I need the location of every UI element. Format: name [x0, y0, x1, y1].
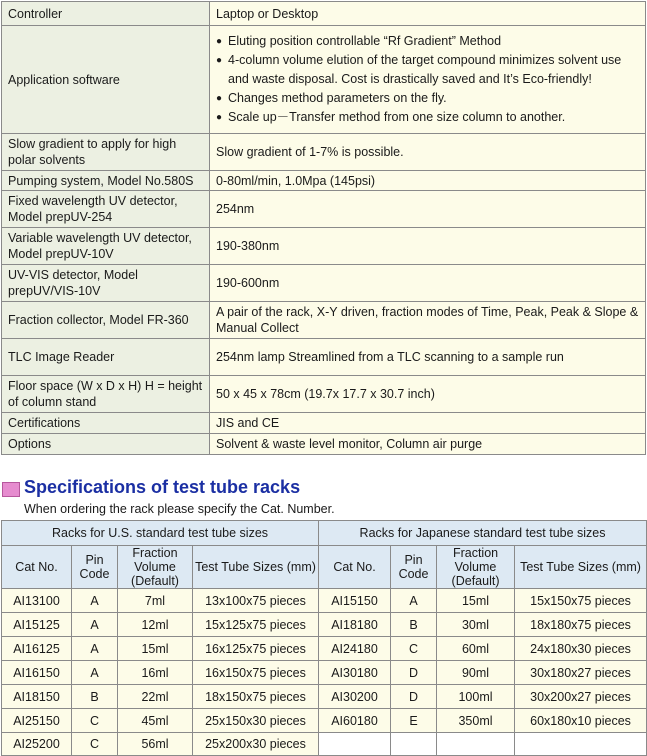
spec-label: Fraction collector, Model FR-360: [2, 302, 210, 339]
section-header: [0, 476, 647, 500]
spec-row: [2, 228, 646, 265]
spec-value: A pair of the rack, X-Y driven, fraction modes of Time, Peak, Peak & Slope & Manual Collect: [210, 302, 646, 339]
feature-text: Scale up－Transfer method from one size column to another.: [228, 110, 566, 124]
spec-label: Variable wavelength UV detector, Model prepUV-10V: [2, 228, 210, 265]
feature-item: [216, 108, 639, 127]
spec-row: [2, 434, 646, 455]
table-cell: AI15150: [319, 589, 391, 613]
spec-value: 50 x 45 x 78cm (19.7x 17.7 x 30.7 inch): [210, 376, 646, 413]
spec-value: 254nm lamp Streamlined from a TLC scanning to a sample run: [210, 339, 646, 376]
spec-label: Floor space (W x D x H) H = height of column stand: [2, 376, 210, 413]
table-cell: 15ml: [118, 637, 193, 661]
spec-label: TLC Image Reader: [2, 339, 210, 376]
table-cell: AI30180: [319, 661, 391, 685]
spec-row: [2, 26, 646, 134]
column-header: Cat No.: [2, 546, 72, 589]
spec-value: Laptop or Desktop: [210, 2, 646, 26]
table-cell: A: [72, 637, 118, 661]
table-cell: A: [72, 589, 118, 613]
feature-text: Changes method parameters on the fly.: [228, 91, 447, 105]
bullet-icon: ●: [216, 112, 223, 123]
pink-square-icon: [2, 482, 20, 497]
table-cell: AI16125: [2, 637, 72, 661]
table-row: [2, 613, 647, 637]
table-cell: 24x180x30 pieces: [515, 637, 647, 661]
table-cell: [515, 733, 647, 756]
table-cell: 90ml: [437, 661, 515, 685]
spec-label: Options: [2, 434, 210, 455]
column-header: Test Tube Sizes (mm): [193, 546, 319, 589]
table-cell: AI60180: [319, 709, 391, 733]
table-cell: 100ml: [437, 685, 515, 709]
spec-row: [2, 339, 646, 376]
feature-item: [216, 32, 639, 51]
table-row: [2, 733, 647, 756]
table-cell: 18x150x75 pieces: [193, 685, 319, 709]
spec-value: 190-600nm: [210, 265, 646, 302]
table-cell: A: [391, 589, 437, 613]
table-row: [2, 637, 647, 661]
spec-label: Slow gradient to apply for high polar solvents: [2, 134, 210, 171]
feature-item: [216, 89, 639, 108]
spec-value: 190-380nm: [210, 228, 646, 265]
table-cell: [437, 733, 515, 756]
table-cell: E: [391, 709, 437, 733]
feature-list: [216, 32, 639, 127]
spec-label: Certifications: [2, 413, 210, 434]
column-header: Cat No.: [319, 546, 391, 589]
jp-racks-header: Racks for Japanese standard test tube sizes: [319, 521, 647, 546]
table-cell: 30x180x27 pieces: [515, 661, 647, 685]
table-cell: AI25200: [2, 733, 72, 756]
table-cell: D: [391, 661, 437, 685]
table-cell: 45ml: [118, 709, 193, 733]
spec-value: Slow gradient of 1-7% is possible.: [210, 134, 646, 171]
ordering-note: When ordering the rack please specify the Cat. Number.: [24, 502, 335, 516]
table-cell: [319, 733, 391, 756]
spec-label: UV-VIS detector, Model prepUV/VIS-10V: [2, 265, 210, 302]
table-cell: 30ml: [437, 613, 515, 637]
table-cell: AI13100: [2, 589, 72, 613]
system-spec-table: [1, 1, 646, 455]
spec-label: Fixed wavelength UV detector, Model prepUV-254: [2, 191, 210, 228]
table-cell: A: [72, 661, 118, 685]
section-title: Specifications of test tube racks: [24, 477, 301, 497]
table-cell: 16x125x75 pieces: [193, 637, 319, 661]
column-header: Pin Code: [72, 546, 118, 589]
table-cell: 15ml: [437, 589, 515, 613]
table-cell: 56ml: [118, 733, 193, 756]
spec-row: [2, 302, 646, 339]
spec-row: [2, 134, 646, 171]
feature-item: [216, 51, 639, 89]
table-cell: B: [391, 613, 437, 637]
column-header: Pin Code: [391, 546, 437, 589]
feature-text: 4-column volume elution of the target compound minimizes solvent use and waste disposal. Cost is drastically saved and It’s Eco-friendly!: [228, 53, 622, 86]
spec-value: JIS and CE: [210, 413, 646, 434]
table-cell: 13x100x75 pieces: [193, 589, 319, 613]
table-cell: AI24180: [319, 637, 391, 661]
table-row: [2, 589, 647, 613]
table-cell: 18x180x75 pieces: [515, 613, 647, 637]
table-cell: 15x150x75 pieces: [515, 589, 647, 613]
spec-row: [2, 191, 646, 228]
spec-value: Solvent & waste level monitor, Column air purge: [210, 434, 646, 455]
bullet-icon: ●: [216, 36, 223, 47]
table-cell: 15x125x75 pieces: [193, 613, 319, 637]
table-cell: D: [391, 685, 437, 709]
spec-label: Application software: [2, 26, 210, 134]
table-cell: 16ml: [118, 661, 193, 685]
table-cell: C: [72, 709, 118, 733]
spec-label: Pumping system, Model No.580S: [2, 171, 210, 191]
spec-label: Controller: [2, 2, 210, 26]
table-row: [2, 661, 647, 685]
spec-row: [2, 2, 646, 26]
feature-text: Eluting position controllable “Rf Gradient” Method: [228, 34, 502, 48]
bullet-icon: ●: [216, 93, 223, 104]
table-cell: C: [391, 637, 437, 661]
spec-row: [2, 413, 646, 434]
table-cell: C: [72, 733, 118, 756]
table-cell: 25x150x30 pieces: [193, 709, 319, 733]
table-cell: AI18150: [2, 685, 72, 709]
spec-row: [2, 376, 646, 413]
table-cell: 22ml: [118, 685, 193, 709]
table-cell: 350ml: [437, 709, 515, 733]
table-row: [2, 685, 647, 709]
column-header: Test Tube Sizes (mm): [515, 546, 647, 589]
table-cell: 16x150x75 pieces: [193, 661, 319, 685]
table-cell: 25x200x30 pieces: [193, 733, 319, 756]
table-cell: 12ml: [118, 613, 193, 637]
test-tube-racks-table: [1, 520, 647, 756]
table-cell: 60x180x10 pieces: [515, 709, 647, 733]
table-cell: AI25150: [2, 709, 72, 733]
table-cell: AI18180: [319, 613, 391, 637]
table-cell: 7ml: [118, 589, 193, 613]
table-cell: AI30200: [319, 685, 391, 709]
spec-value: 254nm: [210, 191, 646, 228]
bullet-icon: ●: [216, 55, 223, 66]
table-cell: AI15125: [2, 613, 72, 637]
table-cell: B: [72, 685, 118, 709]
table-cell: AI16150: [2, 661, 72, 685]
table-cell: 60ml: [437, 637, 515, 661]
spec-row: [2, 171, 646, 191]
table-cell: 30x200x27 pieces: [515, 685, 647, 709]
table-cell: [391, 733, 437, 756]
column-header: Fraction Volume (Default): [118, 546, 193, 589]
us-racks-header: Racks for U.S. standard test tube sizes: [2, 521, 319, 546]
spec-row: [2, 265, 646, 302]
table-cell: A: [72, 613, 118, 637]
column-header: Fraction Volume (Default): [437, 546, 515, 589]
table-row: [2, 709, 647, 733]
spec-value: [210, 26, 646, 134]
spec-value: 0-80ml/min, 1.0Mpa (145psi): [210, 171, 646, 191]
